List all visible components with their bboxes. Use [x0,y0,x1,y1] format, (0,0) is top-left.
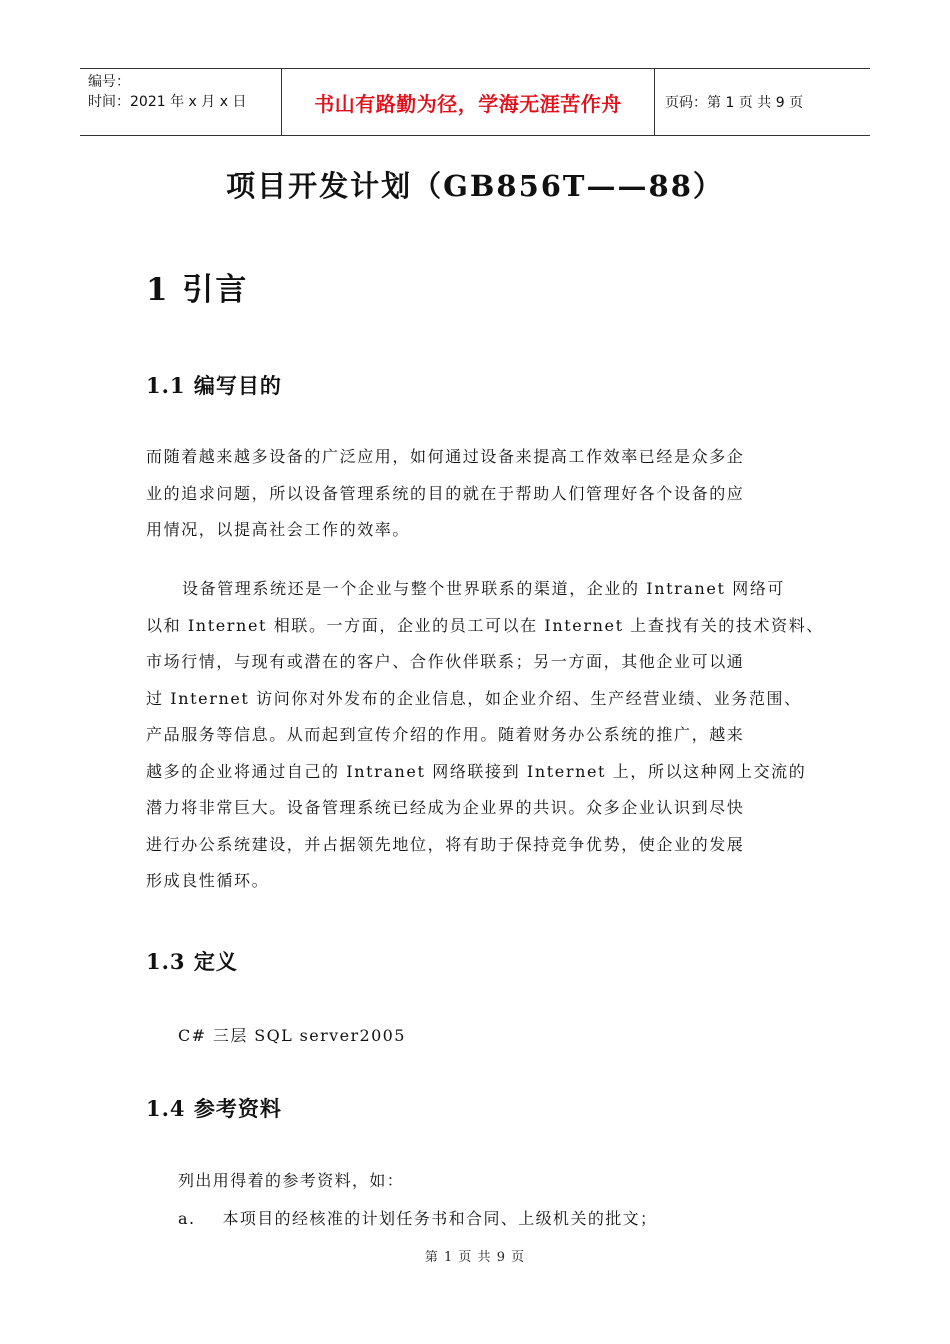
definition-text: C# 三层 SQL server2005 [178,1026,406,1045]
paragraph-line: 市场行情，与现有或潜在的客户、合作伙伴联系；另一方面，其他企业可以通 [146,652,745,671]
references-intro: 列出用得着的参考资料，如： [178,1171,405,1190]
section-1-1-heading: 1.1 编写目的 [146,373,282,398]
paragraph-line: 越多的企业将通过自己的 Intranet 网络联接到 Internet 上，所以这种网上交流的 [146,761,807,781]
paragraph-line: 业的追求问题，所以设备管理系统的目的就在于帮助人们管理好各个设备的应 [146,483,745,503]
number-label: 编号： [88,74,130,90]
document-title: 项目开发计划（GB856T——88） [226,169,724,203]
paragraph-line: 用情况，以提高社会工作的效率。 [146,520,411,539]
section-1-4-heading: 1.4 参考资料 [146,1096,282,1121]
paragraph-line: 形成良性循环。 [146,871,270,890]
header-page-cell [655,69,870,135]
list-item-text: 本项目的经核准的计划任务书和合同、上级机关的批文； [222,1209,658,1228]
paragraph-line: 产品服务等信息。从而起到宣传介绍的作用。随着财务办公系统的推广，越来 [146,725,745,744]
motto-text: 书山有路勤为径，学海无涯苦作舟 [314,91,622,116]
list-marker: a. [178,1209,196,1228]
header-meta-cell [80,69,282,135]
paragraph-line: 进行办公系统建设，并占据领先地位，将有助于保持竞争优势，使企业的发展 [146,834,745,854]
reference-item-a [178,1206,657,1229]
paragraph-line: 潜力将非常巨大。设备管理系统已经成为企业界的共识。众多企业认识到尽快 [146,798,745,817]
header-motto-cell [282,69,655,135]
page-info: 页码：第 1 页 共 9 页 [665,95,804,111]
paragraph-line: 过 Internet 访问你对外发布的企业信息，如企业介绍、生产经营业绩、业务范围、 [146,688,802,708]
section-1-heading: 1 引言 [146,272,249,308]
paragraph-system-description [146,571,836,900]
section-1-3-heading: 1.3 定义 [146,949,238,974]
header-table [80,68,870,136]
time-label: 时间：2021 年 x 月 x 日 [88,94,247,110]
paragraph-purpose [146,439,836,549]
paragraph-line: 而随着越来越多设备的广泛应用，如何通过设备来提高工作效率已经是众多企 [146,447,745,466]
page-footer: 第 1 页 共 9 页 [424,1250,526,1265]
paragraph-line: 以和 Internet 相联。一方面，企业的员工可以在 Internet 上查找有关的技术资料、 [146,615,824,635]
paragraph-line: 设备管理系统还是一个企业与整个世界联系的渠道，企业的 Intranet 网络可 [182,579,786,598]
